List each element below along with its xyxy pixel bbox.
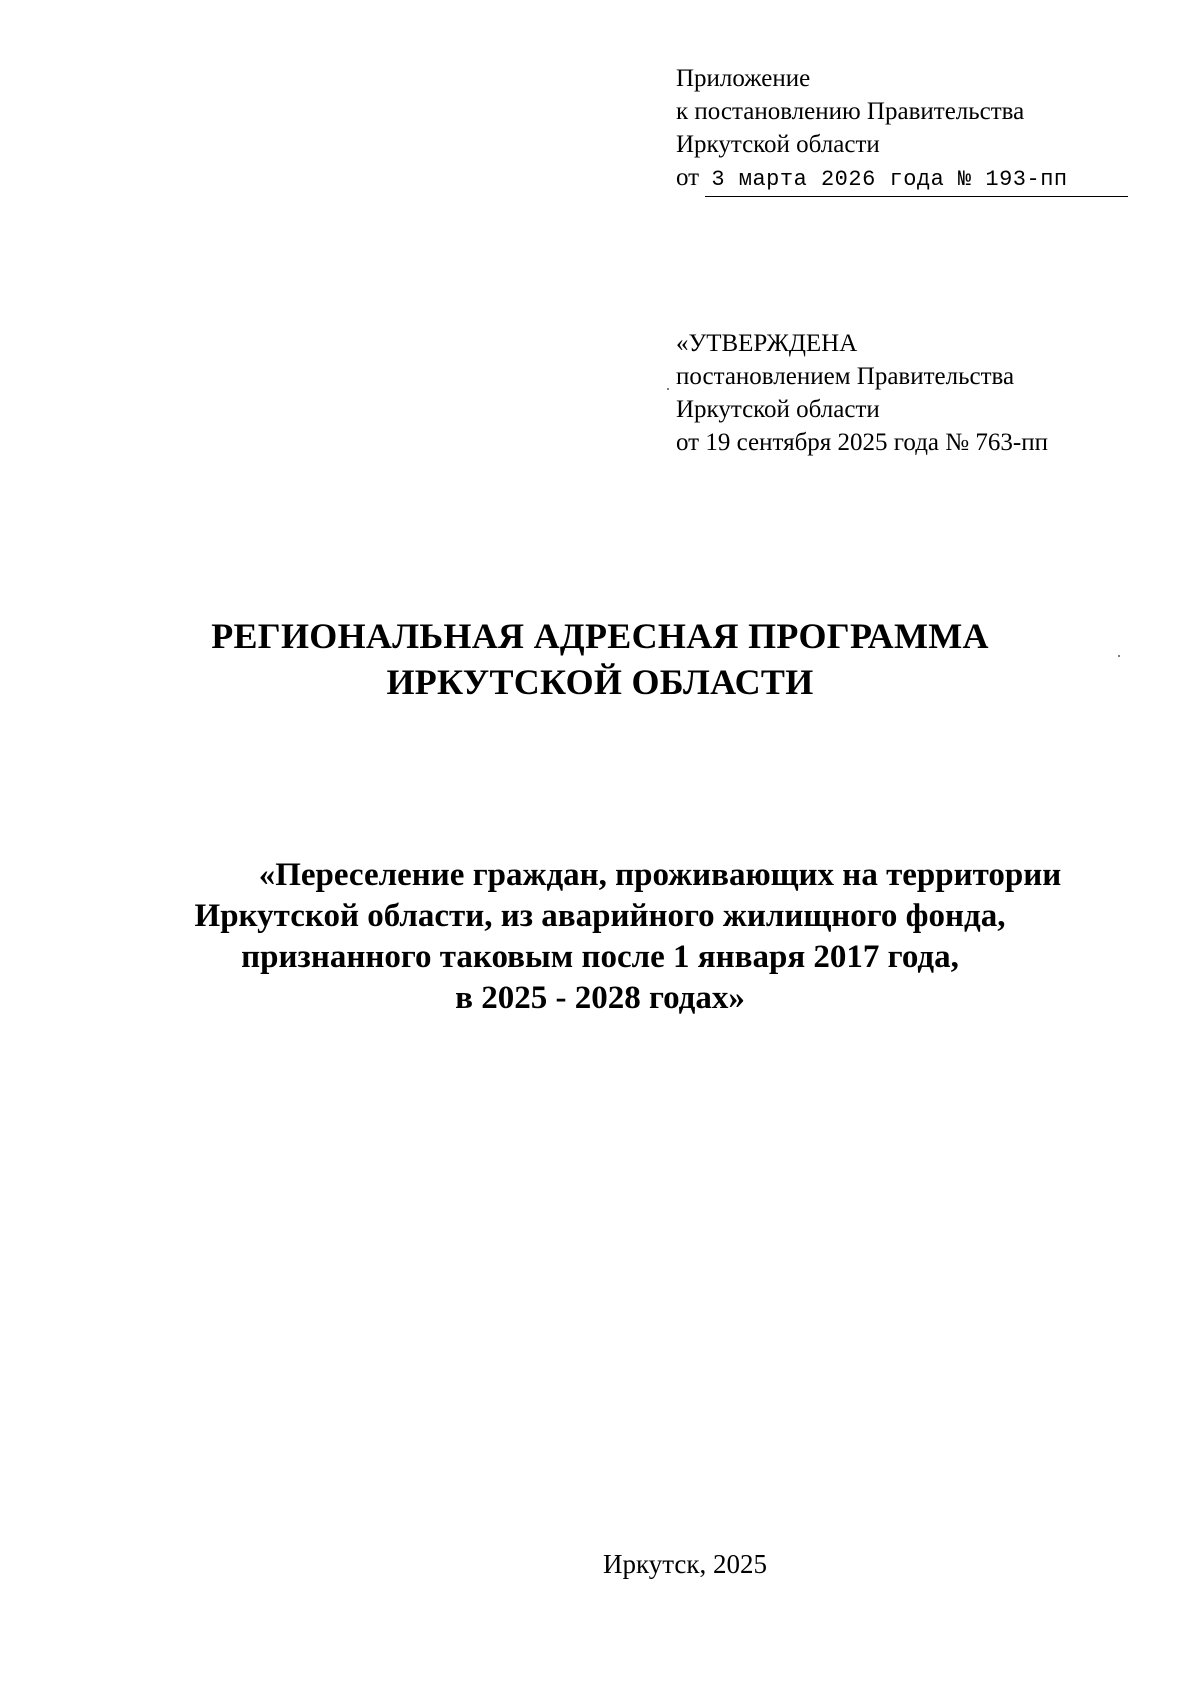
approval-label: «УТВЕРЖДЕНА <box>676 330 858 357</box>
appendix-date-value: 3 марта 2026 года № 193-пп <box>705 166 1127 197</box>
place-and-year: Иркутск, 2025 <box>603 1549 767 1579</box>
appendix-label: Приложение <box>676 65 811 92</box>
approval-stamp <box>676 327 1048 459</box>
appendix-region: Иркутской области <box>676 131 880 158</box>
appendix-decree-ref: к постановлению Правительства <box>676 98 1025 125</box>
appendix-header <box>676 62 1151 197</box>
scan-speck <box>1118 655 1120 657</box>
program-title-line-1: РЕГИОНАЛЬНАЯ АДРЕСНАЯ ПРОГРАММА <box>211 616 989 656</box>
approval-region: Иркутской области <box>676 396 880 423</box>
program-subtitle-line-1: «Переселение граждан, проживающих на территории <box>258 857 1062 893</box>
appendix-date-line <box>676 161 1151 197</box>
program-title-line-2: ИРКУТСКОЙ ОБЛАСТИ <box>386 662 814 702</box>
scan-speck <box>667 388 669 390</box>
program-subtitle <box>0 855 1200 1019</box>
program-title <box>0 613 1200 705</box>
program-subtitle-line-3: признанного таковым после 1 января 2017 года, <box>241 939 959 975</box>
approval-date: от 19 сентября 2025 года № 763-пп <box>676 429 1048 456</box>
appendix-date-prefix: от <box>676 164 700 191</box>
program-subtitle-line-2: Иркутской области, из аварийного жилищного фонда, <box>194 898 1006 934</box>
program-subtitle-line-4: в 2025 - 2028 годах» <box>455 980 745 1016</box>
approval-decree-ref: постановлением Правительства <box>676 363 1015 390</box>
